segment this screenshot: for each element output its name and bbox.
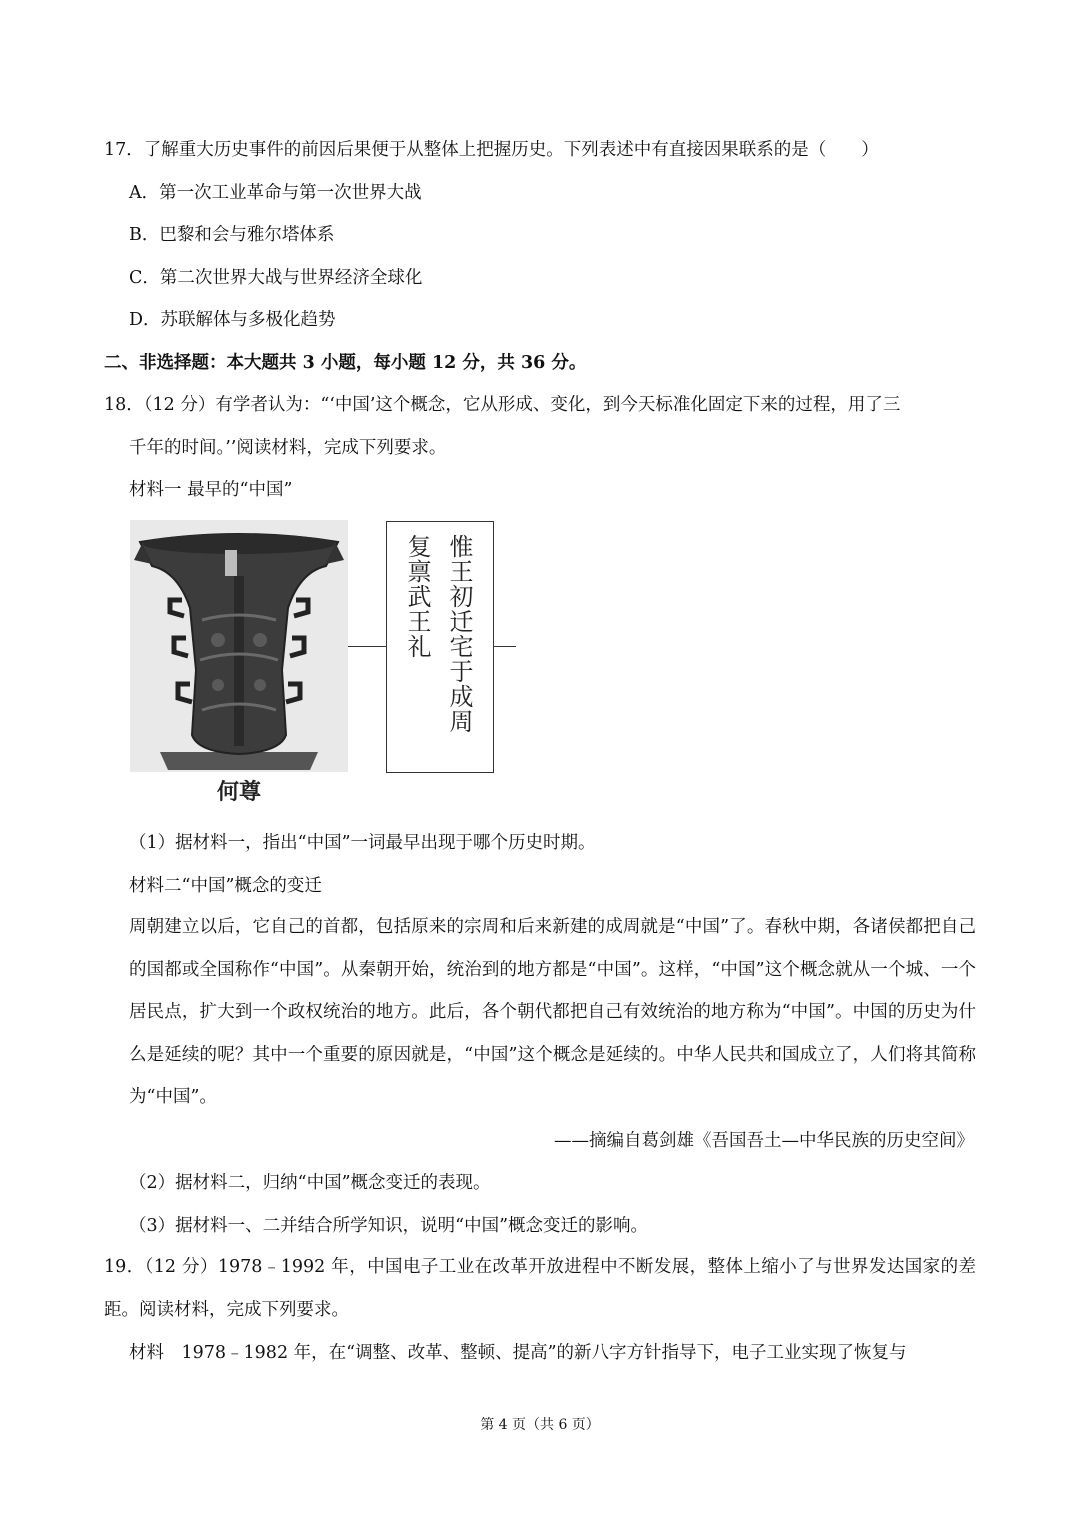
section2-heading: 二、非选择题：本大题共 3 小题，每小题 12 分，共 36 分。	[104, 353, 587, 373]
q18-material2-source: ——摘编自葛剑雄《吾国吾土—中华民族的历史空间》	[554, 1131, 974, 1151]
q17-option-c: C．第二次世界大战与世界经济全球化	[129, 268, 423, 288]
q17-option-d: D．苏联解体与多极化趋势	[129, 310, 336, 330]
inscription-box	[386, 521, 494, 773]
q18-material2-body: 周朝建立以后，它自己的首都，包括原来的宗周和后来新建的成周就是“中国”了。春秋中期，各诸侯都把自己的国都或全国称作“中国”。从秦朝开始，统治到的地方都是“中国”。这样，“中国”这个概念就从一个城、一个居民点，扩大到一个政权统治的地方。此后，各个朝代都把自己有效统治的地方称为“中国”。中国的历史为什么是延续的呢？其中一个重要的原因就是，“中国”这个概念是延续的。中华人民共和国成立了，人们将其简称为“中国”。	[129, 917, 976, 1107]
q18-material2-title: 材料二“中国”概念的变迁	[129, 876, 322, 896]
q18-stem-line1: 18．（12 分）有学者认为：“‘中国’这个概念，它从形成、变化，到今天标准化固定下来的过程，用了三	[104, 395, 901, 415]
inscription-column-2: 复禀武王礼	[403, 534, 431, 659]
q17-stem: 17．了解重大历史事件的前因后果便于从整体上把握历史。下列表述中有直接因果联系的是（ ）	[104, 140, 879, 160]
q18-sub3: （3）据材料一、二并结合所学知识，说明“中国”概念变迁的影响。	[129, 1216, 649, 1236]
inscription-column-1: 惟王初迁宅于成周	[445, 534, 473, 734]
q18-sub1: （1）据材料一，指出“中国”一词最早出现于哪个历史时期。	[129, 833, 596, 853]
q17-option-b: B．巴黎和会与雅尔塔体系	[129, 225, 335, 245]
q17-option-a: A．第一次工业革命与第一次世界大战	[129, 183, 422, 203]
q19-stem: 19．（12 分）1978﹣1992 年，中国电子工业在改革开放进程中不断发展，整体上缩小了与世界发达国家的差距。阅读材料，完成下列要求。	[104, 1257, 976, 1320]
q18-sub2: （2）据材料二，归纳“中国”概念变迁的表现。	[129, 1173, 491, 1193]
q19-material-line: 材料 1978﹣1982 年，在“调整、改革、整顿、提高”的新八字方针指导下，电子工业实现了恢复与	[129, 1343, 907, 1363]
page-number-footer: 第 4 页（共 6 页）	[480, 1417, 600, 1433]
he-zun-vessel-image	[130, 520, 348, 772]
figure-caption: 何尊	[216, 780, 261, 805]
q18-stem-line2: 千年的时间。’’阅读材料，完成下列要求。	[129, 438, 447, 458]
figure-he-zun	[130, 520, 496, 812]
q18-material1-title: 材料一 最早的“中国”	[129, 480, 293, 500]
